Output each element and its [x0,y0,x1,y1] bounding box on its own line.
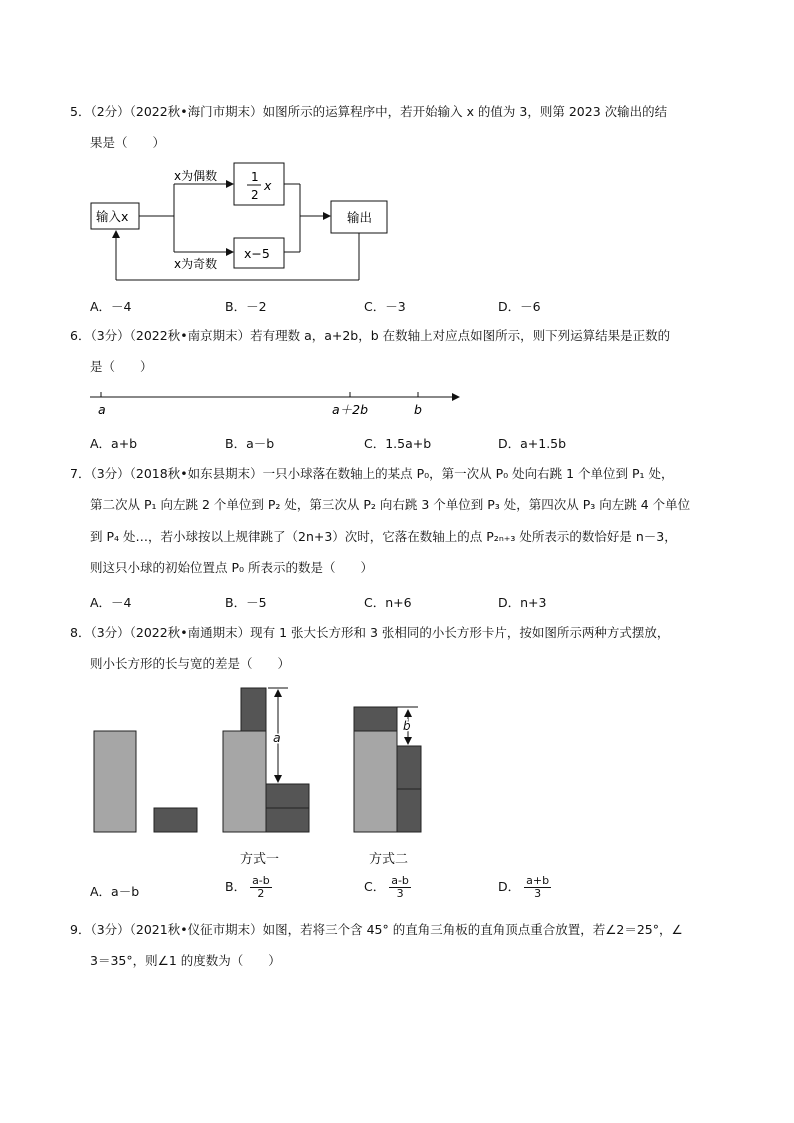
label-b: b [403,719,411,733]
q6-option-b[interactable]: B．a－b [225,436,275,451]
q8-option-b[interactable] [225,875,272,900]
q5-option-d[interactable]: D．－6 [498,299,541,314]
flow-minus-label: x−5 [244,246,270,261]
flow-half-num: 1 [251,170,259,184]
q8-option-b-prefix: B． [225,879,247,894]
fraction-denominator: 3 [396,887,404,900]
q7-option-a[interactable]: A．－4 [90,595,132,610]
q7-stem-line3: 到 P₄ 处…，若小球按以上规律跳了（2n+3）次时，它落在数轴上的点 P₂ₙ₊₃ 处所表示的数恰好是 n－3， [90,529,677,544]
q6-stem-line1: 6．（3分）（2022秋•南京期末）若有理数 a，a+2b，b 在数轴上对应点如图所示，则下列运算结果是正数的 [70,328,671,343]
caption-method-1: 方式一 [240,852,280,867]
q6-option-c[interactable]: C．1.5a+b [364,436,432,451]
fraction-numerator: a-b [391,874,409,887]
q7-option-b[interactable]: B．－5 [225,595,267,610]
axis-label-a-plus-2b: a＋2b [332,402,369,417]
q6-stem-line2: 是（ ） [90,359,153,374]
axis-label-a: a [98,402,106,417]
flow-input-label: 输入x [96,209,129,224]
q8-stem-line2: 则小长方形的长与宽的差是（ ） [90,656,291,671]
q5-option-c[interactable]: C．－3 [364,299,406,314]
q8-option-d[interactable] [498,875,551,900]
m1-small-top [241,688,266,731]
q8-option-d-fraction [524,875,551,900]
flow-even-label: x为偶数 [174,169,218,183]
flow-half-var: x [264,178,272,193]
q5-stem-line1: 5．（2分）（2022秋•海门市期末）如图所示的运算程序中，若开始输入 x 的值为 3，则第 2023 次输出的结 [70,104,668,119]
flow-output-label: 输出 [347,210,373,225]
label-a: a [273,730,281,745]
m1-small-2 [266,808,309,832]
q6-number-line [88,386,462,422]
q5-stem-line2: 果是（ ） [90,135,166,150]
m2-small-1 [397,746,421,789]
q7-option-c[interactable]: C．n+6 [364,595,412,610]
q7-stem-line4: 则这只小球的初始位置点 P₀ 所表示的数是（ ） [90,560,373,575]
fraction-denominator: 3 [534,887,542,900]
q7-stem-line2: 第二次从 P₁ 向左跳 2 个单位到 P₂ 处，第三次从 P₂ 向右跳 3 个单位到 P₃ 处，第四次从 P₃ 向左跳 4 个单位 [90,497,691,512]
q8-option-d-prefix: D． [498,879,521,894]
fraction-numerator: a+b [526,874,550,887]
fraction-denominator: 2 [257,887,265,900]
q5-flowchart [88,158,388,286]
q5-option-a[interactable]: A．－4 [90,299,132,314]
q8-option-c-fraction [389,875,411,900]
q6-option-a[interactable]: A．a+b [90,436,138,451]
q8-option-a[interactable]: A．a－b [90,884,140,899]
q8-option-c[interactable] [364,875,411,900]
small-card [154,808,197,832]
q6-option-d[interactable]: D．a+1.5b [498,436,567,451]
m2-small-2 [397,789,421,832]
fraction-numerator: a-b [252,874,270,887]
q9-stem-line1: 9．（3分）（2021秋•仪征市期末）如图，若将三个含 45° 的直角三角板的直角顶点重合放置，若∠2＝25°，∠ [70,922,683,937]
q8-figure [88,684,428,874]
flow-half-den: 2 [251,188,259,202]
flow-odd-label: x为奇数 [174,257,218,271]
q5-option-b[interactable]: B．－2 [225,299,267,314]
m1-small-1 [266,784,309,808]
q9-stem-line2: 3＝35°，则∠1 的度数为（ ） [90,953,281,968]
m2-large [354,731,397,832]
m2-small-top [354,707,397,731]
caption-method-2: 方式二 [369,852,409,867]
q8-option-c-prefix: C． [364,879,386,894]
q8-stem-line1: 8．（3分）（2022秋•南通期末）现有 1 张大长方形和 3 张相同的小长方形卡片，按如图所示两种方式摆放， [70,625,670,640]
q7-stem-line1: 7．（3分）（2018秋•如东县期末）一只小球落在数轴上的某点 P₀，第一次从 P₀ 处向右跳 1 个单位到 P₁ 处， [70,466,674,481]
q7-option-d[interactable]: D．n+3 [498,595,547,610]
m1-large [223,731,266,832]
q8-option-b-fraction [250,875,272,900]
flow-half-box [234,163,284,205]
large-card [94,731,136,832]
axis-label-b: b [414,402,422,417]
